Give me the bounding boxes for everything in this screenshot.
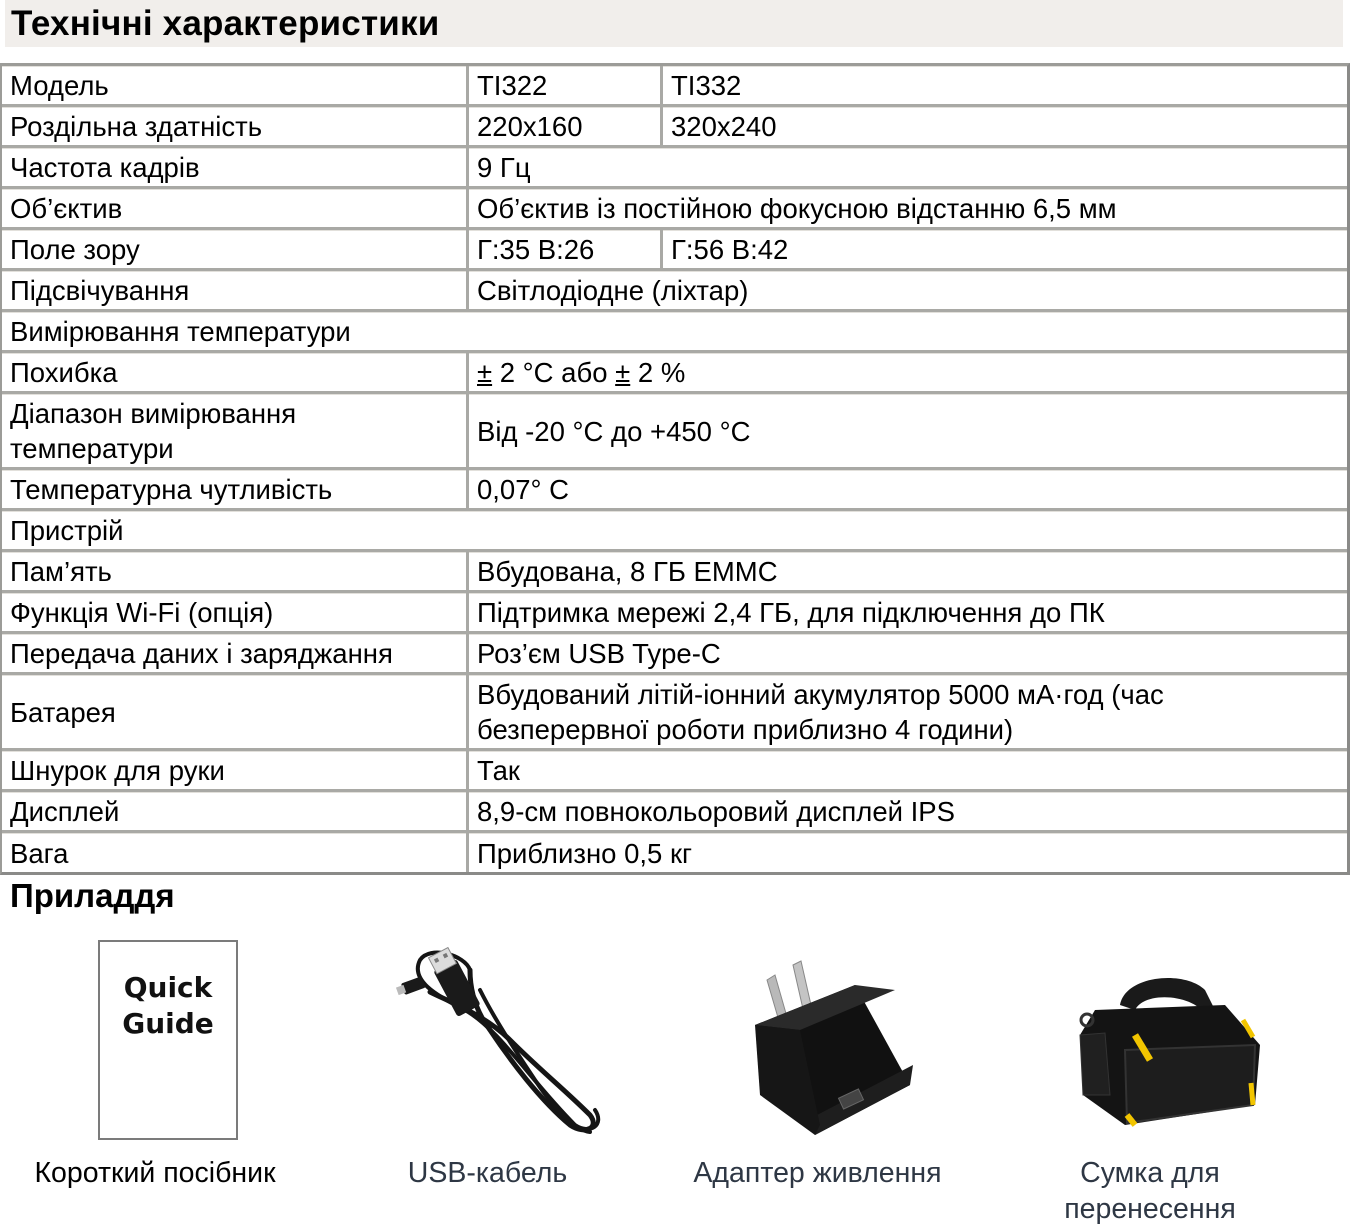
booklet-line: Quick [123,971,213,1004]
spec-label: Об’єктив [2,189,469,230]
booklet-line: Guide [122,1007,214,1040]
spec-value-text: 2 % [630,357,686,388]
section-row [2,312,1347,353]
spec-value: Об’єктив із постійною фокусною відстанню 6,5 мм [469,189,1347,230]
spec-label: Шнурок для руки [2,751,469,792]
spec-value-ti322: 220x160 [469,107,663,148]
table-row [2,593,1347,634]
spec-value: Вбудована, 8 ГБ EMMC [469,552,1347,593]
spec-value [469,353,1347,394]
accessory-label-power-adapter: Адаптер живлення [693,1157,942,1189]
table-row [2,353,1347,394]
quick-guide-booklet-icon [98,940,238,1140]
carrying-bag-icon [1065,965,1265,1130]
label-line: Сумка для [1080,1157,1220,1189]
spec-label: Частота кадрів [2,148,469,189]
label-line: перенесення [1064,1193,1236,1225]
table-row [2,66,1347,107]
power-adapter-icon [745,945,930,1140]
spec-label: Батарея [2,675,469,751]
spec-label: Пам’ять [2,552,469,593]
table-row [2,552,1347,593]
table-row [2,107,1347,148]
spec-value-ti322: TI322 [469,66,663,107]
table-row [2,470,1347,511]
spec-value: 0,07° C [469,470,1347,511]
table-row [2,675,1347,751]
plus-minus-sign: ± [477,357,493,388]
plus-minus-sign: ± [615,357,631,388]
table-row [2,751,1347,792]
specs-table [0,63,1350,875]
title-bar [5,0,1343,47]
spec-value: Від -20 °C до +450 °C [469,394,1347,470]
spec-value: Приблизно 0,5 кг [469,833,1347,872]
spec-value: Вбудований літій-іонний акумулятор 5000 мА·год (час безперервної роботи приблизно 4 години) [469,675,1347,751]
table-row [2,189,1347,230]
spec-label: Поле зору [2,230,469,271]
spec-label: Модель [2,66,469,107]
table-row [2,230,1347,271]
accessory-label-usb-cable: USB-кабель [407,1157,568,1189]
section-heading-temperature: Вимірювання температури [2,312,1347,353]
spec-value-ti332: TI332 [663,66,1347,107]
table-row [2,271,1347,312]
spec-value-text: 2 °C або [492,357,616,388]
spec-value-ti332: 320x240 [663,107,1347,148]
spec-value-ti322: Г:35 В:26 [469,230,663,271]
spec-label: Функція Wi-Fi (опція) [2,593,469,634]
spec-label: Температурна чутливість [2,470,469,511]
table-row [2,148,1347,189]
accessory-label-quick-guide: Короткий посібник [34,1157,276,1189]
booklet-text [100,970,236,1042]
spec-label: Дисплей [2,792,469,833]
spec-label: Підсвічування [2,271,469,312]
spec-value: Підтримка мережі 2,4 ГБ, для підключення до ПК [469,593,1347,634]
spec-label: Похибка [2,353,469,394]
spec-label: Діапазон вимірювання температури [2,394,469,470]
section-row [2,511,1347,552]
spec-label: Передача даних і заряджання [2,634,469,675]
usb-cable-icon [390,940,610,1140]
accessories-title: Приладдя [10,877,175,914]
accessory-label-carrying-bag [1040,1155,1260,1227]
spec-label: Роздільна здатність [2,107,469,148]
spec-value: 9 Гц [469,148,1347,189]
table-row [2,634,1347,675]
spec-value: Так [469,751,1347,792]
spec-value: 8,9-см повнокольоровий дисплей IPS [469,792,1347,833]
spec-value-ti332: Г:56 В:42 [663,230,1347,271]
table-row [2,792,1347,833]
section-heading-device: Пристрій [2,511,1347,552]
table-row [2,833,1347,872]
spec-label: Вага [2,833,469,872]
table-row [2,394,1347,470]
page-title: Технічні характеристики [11,4,440,43]
spec-value: Світлодіодне (ліхтар) [469,271,1347,312]
spec-value: Роз’єм USB Type-C [469,634,1347,675]
